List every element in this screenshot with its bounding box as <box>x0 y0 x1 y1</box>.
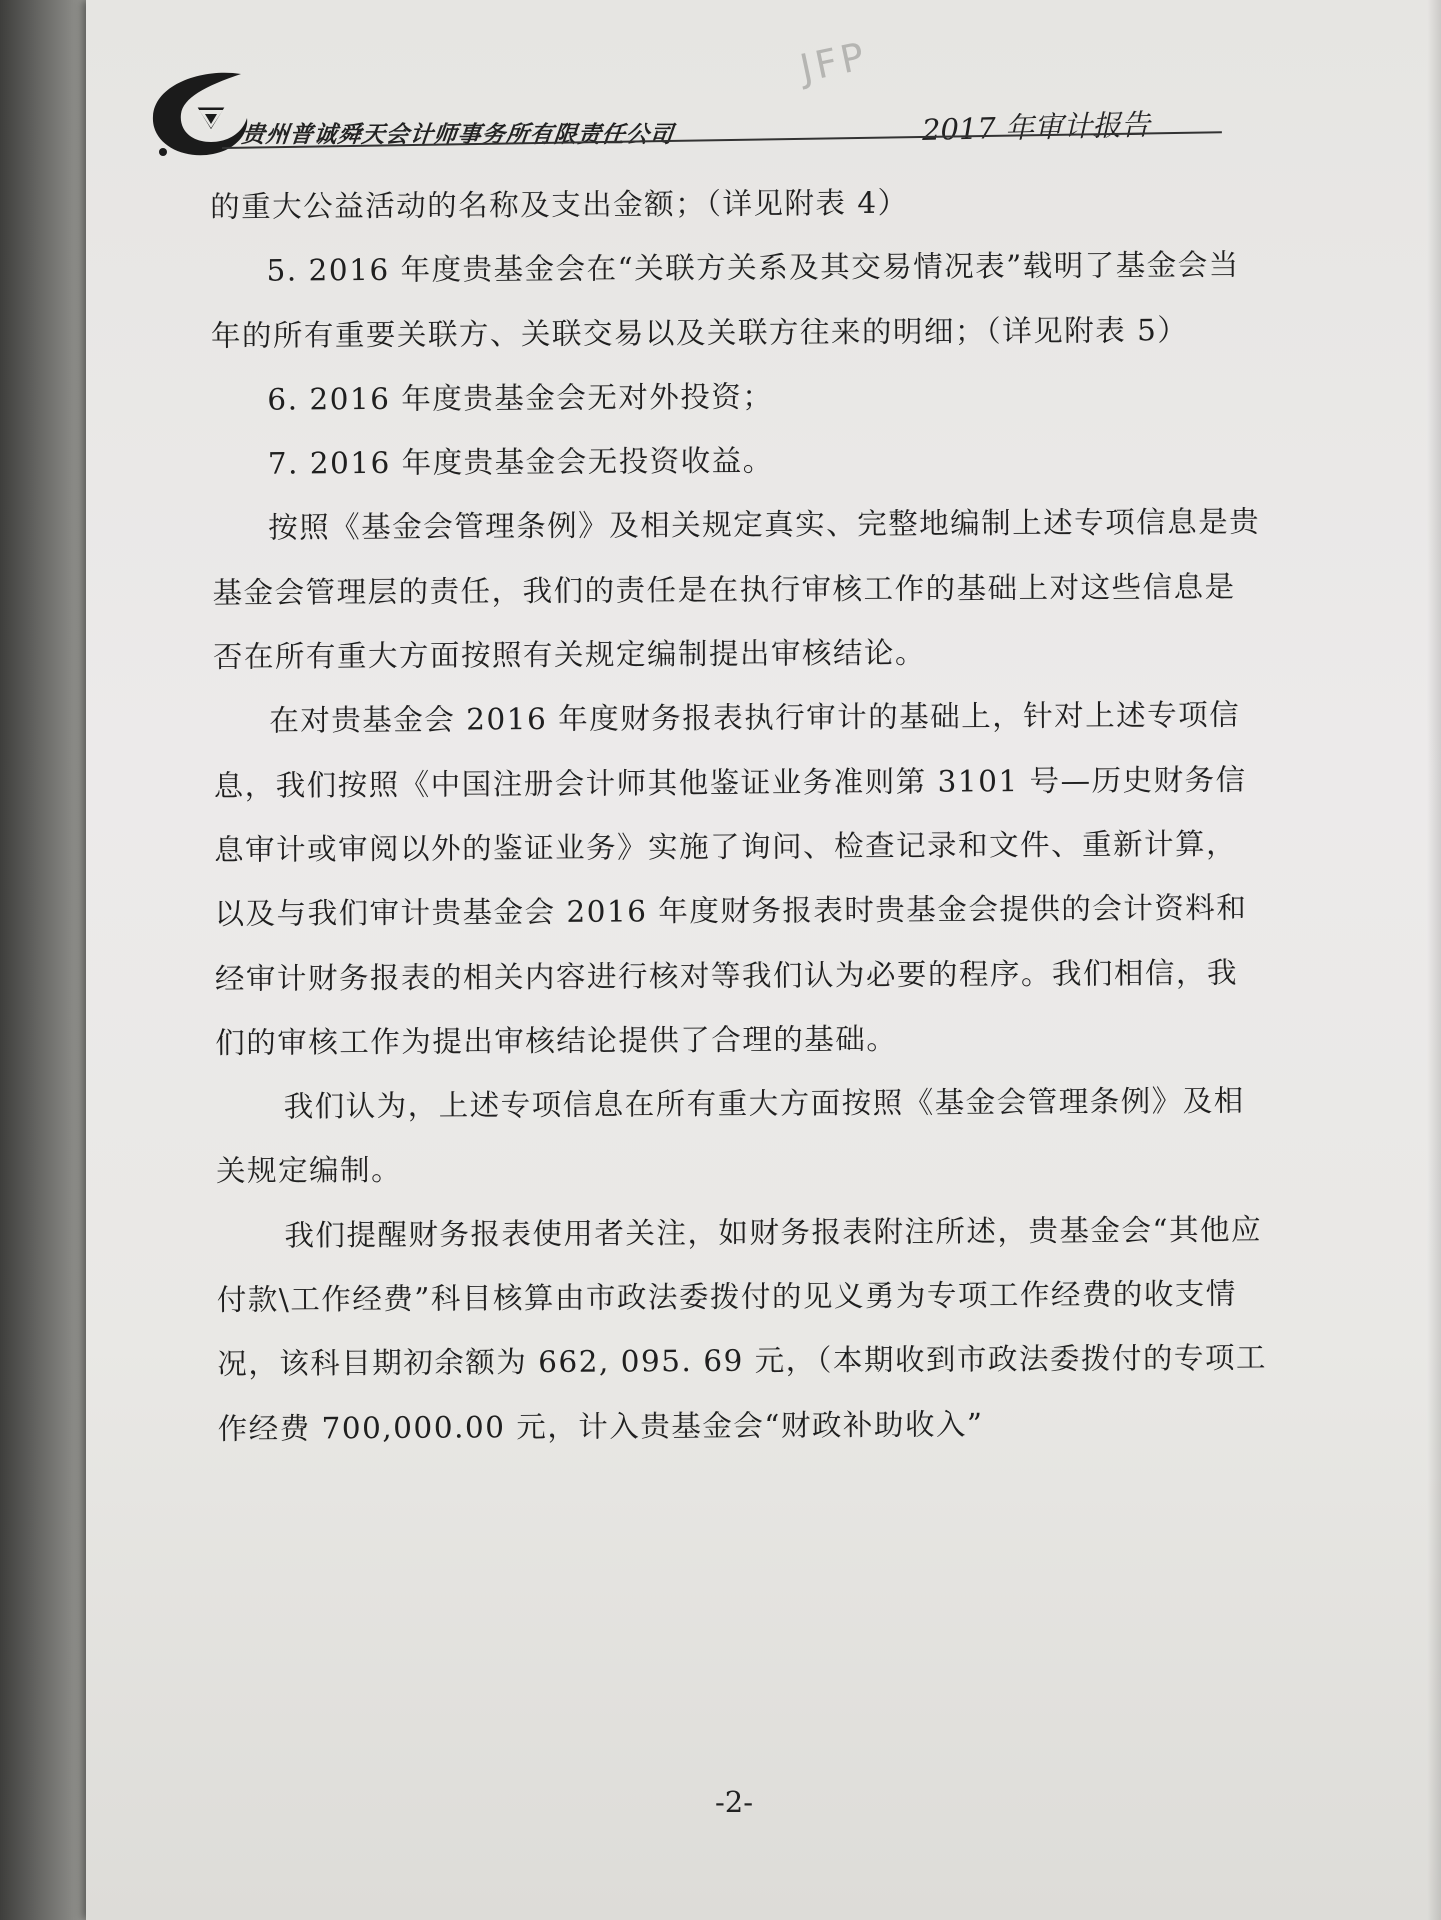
report-title: 2017 年审计报告 <box>921 107 1151 147</box>
handwritten-mark: JFP <box>796 33 872 91</box>
page-edge-shadow <box>1427 0 1441 1920</box>
paragraph-7: 我们认为，上述专项信息在所有重大方面按照《基金会管理条例》及相关规定编制。 <box>215 1083 1245 1189</box>
paragraph-5: 按照《基金会管理条例》及相关规定真实、完整地编制上述专项信息是贵基金会管理层的责任，我们的责任是在执行审核工作的基础上对这些信息是否在所有重大方面按照有关规定编制提出审核结论。 <box>212 505 1261 675</box>
paragraph-3: 6. 2016 年度贵基金会无对外投资； <box>267 379 774 417</box>
page-number: -2- <box>715 1785 754 1819</box>
paragraph-2: 5. 2016 年度贵基金会在“关联方关系及其交易情况表”载明了基金会当年的所有重要关联方、关联交易以及关联方往来的明细；（详见附表 5） <box>210 248 1240 353</box>
paragraph-1: 的重大公益活动的名称及支出金额；（详见附表 4） <box>210 185 909 224</box>
document-body <box>210 169 1268 1461</box>
paragraph-8: 我们提醒财务报表使用者关注，如财务报表附注所述，贵基金会“其他应付款\工作经费”科目核算由市政法委拨付的见义勇为专项工作经费的收支情况，该科目期初余额为 662, 095. 69 元，（本期收到市政法委拨付的专项工作经费 700,000.00 元，计入贵基金会“财政补助收入” <box>216 1212 1268 1446</box>
paragraph-6: 在对贵基金会 2016 年度财务报表执行审计的基础上，针对上述专项信息，我们按照《中国注册会计师其他鉴证业务准则第 3101 号—历史财务信息审计或审阅以外的鉴证业务》实施了询问、检查记录和文件、重新计算，以及与我们审计贵基金会 2016 年度财务报表时贵基金会提供的会计资料和经审计财务报表的相关内容进行核对等我们认为必要的程序。我们相信，我们的审核工作为提出审核结论提供了合理的基础。 <box>213 698 1248 1060</box>
paragraph-4: 7. 2016 年度贵基金会无投资收益。 <box>267 443 774 481</box>
binder-shadow <box>0 0 95 1920</box>
company-name: 贵州普诚舜天会计师事务所有限责任公司 <box>240 122 676 148</box>
